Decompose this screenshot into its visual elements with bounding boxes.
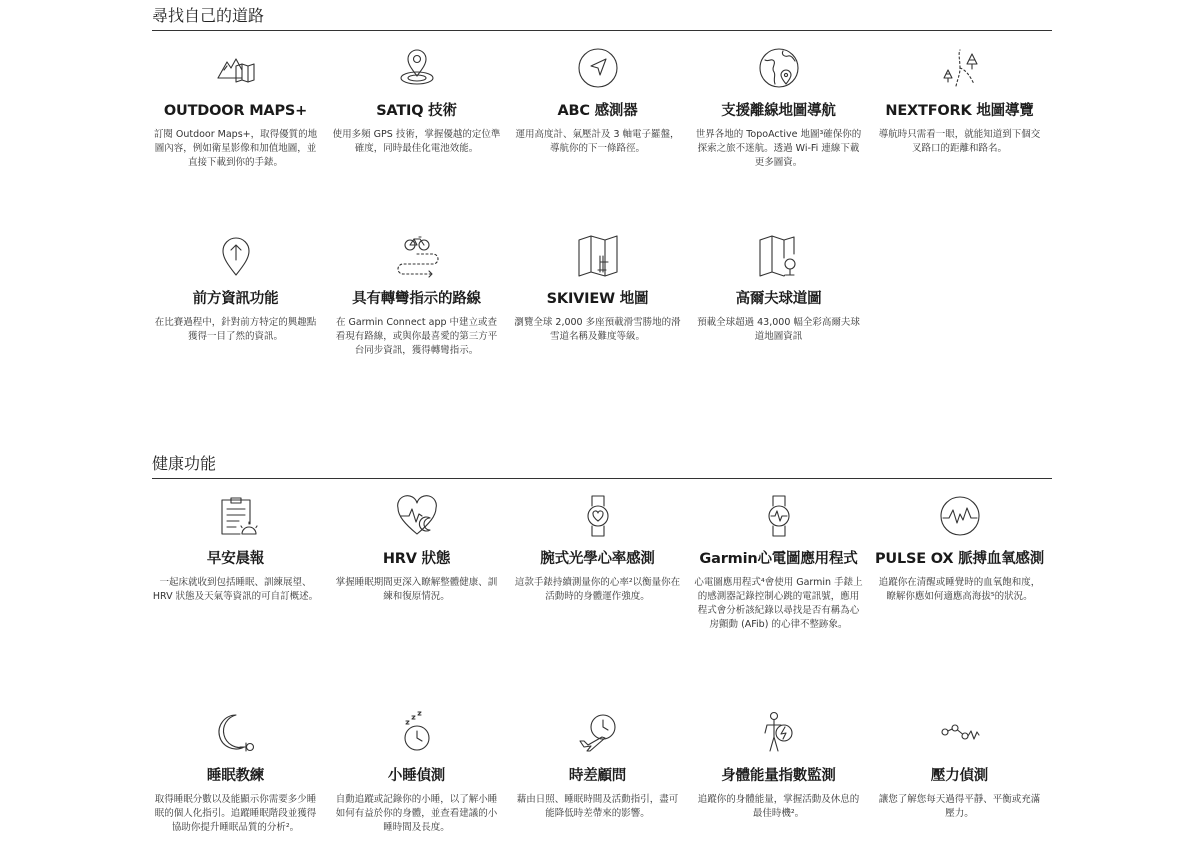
feature-title: 支援離線地圖導航 (721, 103, 836, 119)
feature-row (145, 234, 869, 358)
pin-arrow-up-icon (214, 234, 258, 278)
feature-row (145, 46, 1050, 170)
feature-title: 身體能量指數監測 (721, 768, 836, 784)
feature-title: 睡眠教練 (206, 768, 265, 784)
section-title-health: 健康功能 (152, 454, 1052, 479)
nap-watch-icon (395, 711, 439, 755)
feature-golf-maps (688, 234, 869, 358)
feature-title: SKIVIEW 地圖 (546, 291, 649, 307)
feature-title: 具有轉彎指示的路線 (352, 291, 481, 307)
feature-description: 藉由日照、睡眠時間及活動指引，盡可能降低時差帶來的影響。 (516, 794, 679, 819)
feature-title: 高爾夫球道圖 (735, 291, 822, 307)
ecg-watch-icon (757, 494, 801, 538)
feature-description: 讓您了解您每天過得平靜、平衡或充滿壓力。 (878, 794, 1041, 819)
feature-pulse-ox (869, 494, 1050, 632)
feature-hrv-status (326, 494, 507, 632)
feature-description: 在 Garmin Connect app 中建立或查看現有路線，或與你最喜愛的第三方平台同步資訊，獲得轉彎指示。 (335, 317, 498, 356)
feature-title: 時差顧問 (568, 768, 627, 784)
feature-title: Garmin心電圖應用程式 (699, 551, 858, 567)
feature-description: 自動追蹤或記錄你的小睡，以了解小睡如何有益於你的身體，並查看建議的小睡時間及長度。 (335, 794, 498, 833)
feature-description: 瀏覽全球 2,000 多座預載滑雪勝地的滑雪道名稱及難度等級。 (514, 317, 681, 342)
feature-description: 一起床就收到包括睡眠、訓練展望、HRV 狀態及天氣等資訊的可自訂概述。 (152, 577, 319, 602)
golf-map-icon (757, 234, 801, 278)
feature-body-battery (688, 711, 869, 835)
location-pin-icon (395, 46, 439, 90)
jet-lag-icon (576, 711, 620, 755)
feature-description: 追蹤你的身體能量，掌握活動及休息的最佳時機²。 (697, 794, 860, 819)
wrist-heart-rate-icon (576, 494, 620, 538)
hrv-heart-icon (395, 494, 439, 538)
trail-fork-icon (938, 46, 982, 90)
feature-title: 早安晨報 (206, 551, 265, 567)
feature-description: 這款手錶持續測量你的心率²以衡量你在活動時的身體運作強度。 (514, 577, 681, 602)
feature-description: 心電圖應用程式⁴會使用 Garmin 手錶上的感測器記錄控制心跳的電訊號，應用程式會分析該紀錄以尋找是否有稱為心房顫動 (AFib) 的心律不整跡象。 (694, 577, 863, 630)
feature-description: 取得睡眠分數以及能顯示你需要多少睡眠的個人化指引。追蹤睡眠階段並獲得協助你提升睡眠品質的分析²。 (154, 794, 317, 833)
feature-morning-report (145, 494, 326, 632)
feature-title: 前方資訊功能 (192, 291, 279, 307)
feature-title: SATIQ 技術 (376, 103, 457, 119)
pulse-ox-icon (938, 494, 982, 538)
feature-description: 運用高度計、氣壓計及 3 軸電子羅盤，導航你的下一條路徑。 (515, 129, 680, 154)
feature-stress-tracking (869, 711, 1050, 835)
feature-wrist-hr (507, 494, 688, 632)
compass-icon (576, 46, 620, 90)
feature-description: 掌握睡眠期間更深入瞭解整體健康、訓練和復原情況。 (335, 577, 498, 602)
feature-description: 在比賽過程中，針對前方特定的興趣點獲得一目了然的資訊。 (154, 317, 317, 342)
feature-description: 預載全球超過 43,000 幅全彩高爾夫球道地圖資訊 (697, 317, 860, 342)
feature-title: 腕式光學心率感測 (540, 551, 655, 567)
section-title-navigation: 尋找自己的道路 (152, 6, 1052, 31)
feature-title: PULSE OX 脈搏血氧感測 (874, 551, 1045, 567)
stress-icon (938, 711, 982, 755)
feature-title: NEXTFORK 地圖導覽 (885, 103, 1034, 119)
feature-sleep-coach (145, 711, 326, 835)
bike-route-icon (395, 234, 439, 278)
globe-pin-icon (757, 46, 801, 90)
morning-report-icon (214, 494, 258, 538)
feature-turn-by-turn (326, 234, 507, 358)
feature-nap-detection (326, 711, 507, 835)
feature-offline-maps (688, 46, 869, 170)
feature-title: ABC 感測器 (557, 103, 638, 119)
feature-abc-sensors (507, 46, 688, 170)
feature-row (145, 711, 1050, 835)
feature-description: 訂閱 Outdoor Maps+，取得優質的地圖內容，例如衛星影像和加值地圖，並直接下載到你的手錶。 (153, 129, 318, 168)
outdoor-maps-icon (214, 46, 258, 90)
feature-description: 導航時只需看一眼，就能知道到下個交叉路口的距離和路名。 (878, 129, 1041, 154)
feature-title: 壓力偵測 (930, 768, 989, 784)
sleep-coach-icon (214, 711, 258, 755)
feature-description: 使用多頻 GPS 技術，掌握優越的定位準確度，同時最佳化電池效能。 (332, 129, 501, 154)
feature-title: 小睡偵測 (387, 768, 446, 784)
feature-row (145, 494, 1050, 632)
feature-description: 追蹤你在清醒或睡覺時的血氧飽和度，瞭解你應如何適應高海拔⁵的狀況。 (878, 577, 1041, 602)
body-battery-icon (757, 711, 801, 755)
feature-nextfork (869, 46, 1050, 170)
feature-title: HRV 狀態 (382, 551, 451, 567)
feature-jet-lag (507, 711, 688, 835)
feature-ahead (145, 234, 326, 358)
feature-description: 世界各地的 TopoActive 地圖³確保你的探索之旅不迷航。透過 Wi-Fi 連線下載更多圖資。 (695, 129, 862, 168)
feature-ecg-app (688, 494, 869, 632)
feature-satiq (326, 46, 507, 170)
feature-skiview (507, 234, 688, 358)
feature-title: OUTDOOR MAPS+ (163, 103, 308, 119)
ski-map-icon (576, 234, 620, 278)
feature-outdoor-maps (145, 46, 326, 170)
